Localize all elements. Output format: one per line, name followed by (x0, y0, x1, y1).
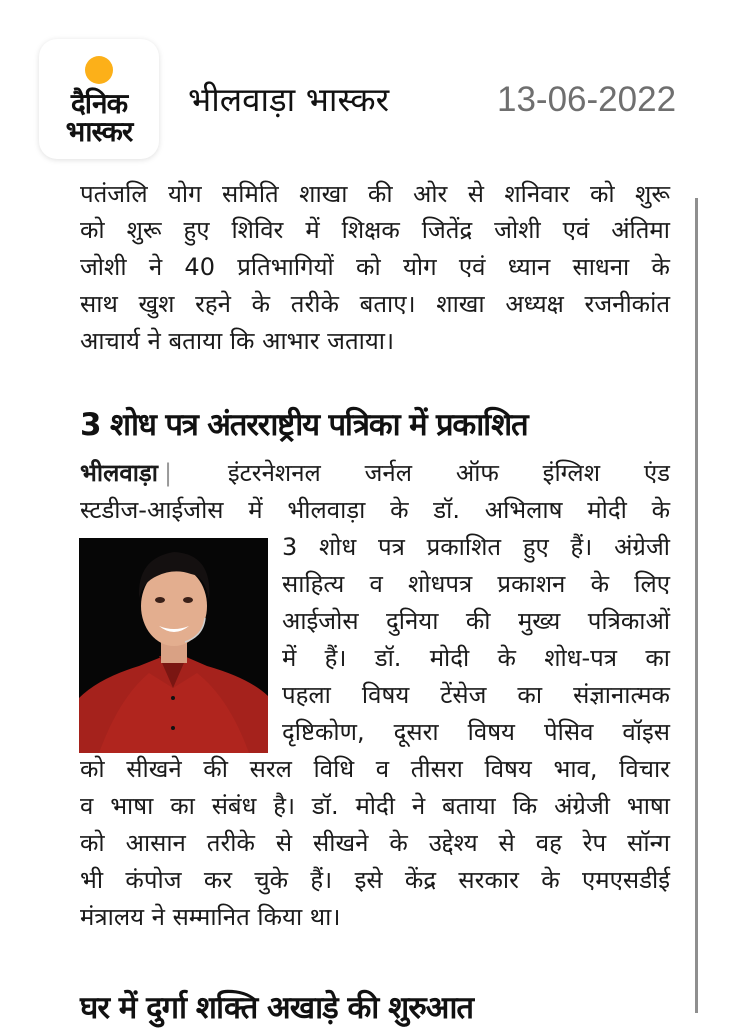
text-line: को सीखने की सरल विधि व तीसरा विषय भाव, विचार (80, 755, 670, 783)
text-line: मंत्रालय ने सम्मानित किया था। (80, 903, 341, 931)
text-line: को शुरू हुए शिविर में शिक्षक जितेंद्र जोशी एवं अंतिमा (80, 216, 670, 244)
previous-article-body (80, 212, 670, 360)
article-body-top (80, 492, 670, 529)
text-line: साहित्य व शोधपत्र प्रकाशन के लिए (282, 570, 670, 598)
article-headline: 3 शोध पत्र अंतरराष्ट्रीय पत्रिका में प्रकाशित (80, 407, 528, 443)
text-line: व भाषा का संबंध है। डॉ. मोदी ने बताया कि अंग्रेजी भाषा (80, 792, 670, 820)
article-body-wrapped (282, 529, 670, 751)
epaper-clipping (0, 180, 731, 1026)
dateline-separator: | (163, 459, 173, 487)
article-body-bottom (80, 751, 670, 936)
text-line: भी कंपोज कर चुके हैं। इसे केंद्र सरकार के एमएसडीई (80, 866, 670, 894)
sun-icon (85, 56, 113, 84)
text-line: दृष्टिकोण, दूसरा विषय पेसिव वॉइस (282, 718, 670, 746)
column-divider (695, 198, 698, 1013)
text-line: पहला विषय टेंसेज का संज्ञानात्मक (282, 681, 670, 709)
text-word: इंग्लिश (542, 459, 601, 487)
text-word: जर्नल (364, 459, 413, 487)
text-line: साथ खुश रहने के तरीके बताए। शाखा अध्यक्ष रजनीकांत (80, 290, 670, 318)
logo-text-line1: दैनिक (70, 87, 128, 120)
edition-date: 13-06-2022 (497, 80, 677, 119)
author-photo (79, 538, 268, 753)
text-line: आचार्य ने बताया कि आभार जताया। (80, 327, 395, 355)
dateline-place: भीलवाड़ा (80, 459, 158, 487)
article-first-line (80, 455, 670, 492)
text-word: ऑफ (455, 459, 499, 487)
text-word: एंड (643, 459, 670, 487)
text-word: इंटरनेशनल (227, 459, 321, 487)
text-line: आईजोस दुनिया की मुख्य पत्रिकाओं (282, 607, 670, 635)
text-line: 3 शोध पत्र प्रकाशित हुए हैं। अंग्रेजी (282, 533, 670, 561)
portrait-image (79, 538, 268, 753)
dainik-bhaskar-logo[interactable] (39, 39, 159, 159)
text-line: जोशी ने 40 प्रतिभागियों को योग एवं ध्यान साधना के (80, 253, 670, 281)
text-line: स्टडीज-आईजोस में भीलवाड़ा के डॉ. अभिलाष मोदी के (80, 496, 670, 524)
app-header (0, 0, 731, 198)
text-line: में हैं। डॉ. मोदी के शोध-पत्र का (282, 644, 670, 672)
edition-title: भीलवाड़ा भास्कर (188, 80, 390, 119)
cut-off-text-line: पतंजलि योग समिति शाखा की ओर से शनिवार को शुरू (80, 180, 670, 208)
next-article-headline: घर में दुर्गा शक्ति अखाड़े की शुरुआत (80, 990, 474, 1026)
text-line: को आसान तरीके से सीखने के उद्देश्य से वह रेप सॉन्ग (80, 829, 670, 857)
logo-text-line2: भास्कर (65, 115, 133, 148)
